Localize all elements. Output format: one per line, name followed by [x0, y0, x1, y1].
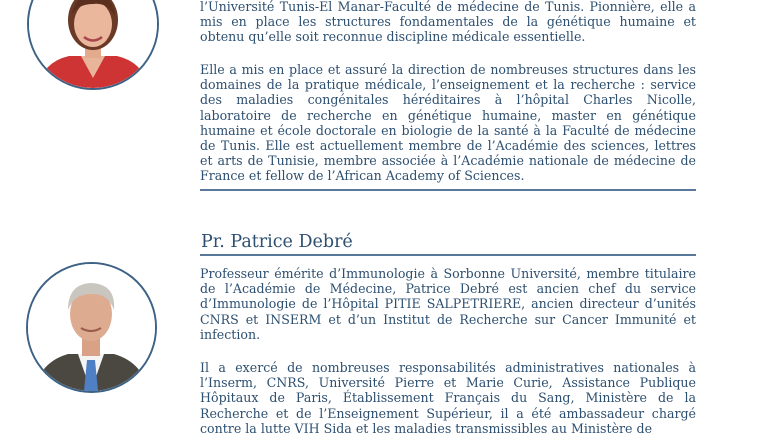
section-divider [200, 189, 696, 191]
person-name-heading: Pr. Patrice Debré [201, 232, 353, 252]
heading-underline [200, 254, 696, 256]
bio-1-paragraph-2: Elle a mis en place et assuré la direction de nombreuses structures dans les domaines de la pratique médicale, l’enseignement et la recherche : service des maladies congénitales héréditaires à l’hôpital Charles Nicolle, laboratoire de recherche en génétique humaine, master en génétique humaine et école doctorale en biologie de la santé à la Faculté de médecine de Tunis. Elle est actuellement membre de l’Académie des sciences, lettres et arts de Tunisie, membre associée à l’Académie nationale de médecine de France et fellow de l’African Academy of Sciences. [200, 62, 696, 184]
bio-2-paragraph-2: Il a exercé de nombreuses responsabilités administratives nationales à l’Inserm, CNRS, Université Pierre et Marie Curie, Assistance Publique Hôpitaux de Paris, Établissement Français du Sang, Ministère de la Recherche et de l’Enseignement Supérieur, il a été ambassadeur chargé contre la lutte VIH Sida et les maladies transmissibles au Ministère de [200, 360, 696, 436]
bio-2-paragraph-1: Professeur émérite d’Immunologie à Sorbonne Université, membre titulaire de l’Académie de Médecine, Patrice Debré est ancien chef du service d’Immunologie de l’Hôpital PITIE SALPETRIERE, ancien directeur d’unités CNRS et INSERM et d’un Institut de Recherche sur Cancer Immunité et infection. [200, 266, 696, 342]
portrait-man-illustration [28, 264, 155, 391]
bio-1-paragraph-1: l’Université Tunis-El Manar-Faculté de médecine de Tunis. Pionnière, elle a mis en place les structures fondamentales de la génétique humaine et obtenu qu’elle soit reconnue discipline médicale essentielle. [200, 0, 696, 45]
portrait-photo-man [26, 262, 157, 393]
portrait-photo-woman [27, 0, 159, 90]
portrait-woman-illustration [29, 0, 157, 88]
